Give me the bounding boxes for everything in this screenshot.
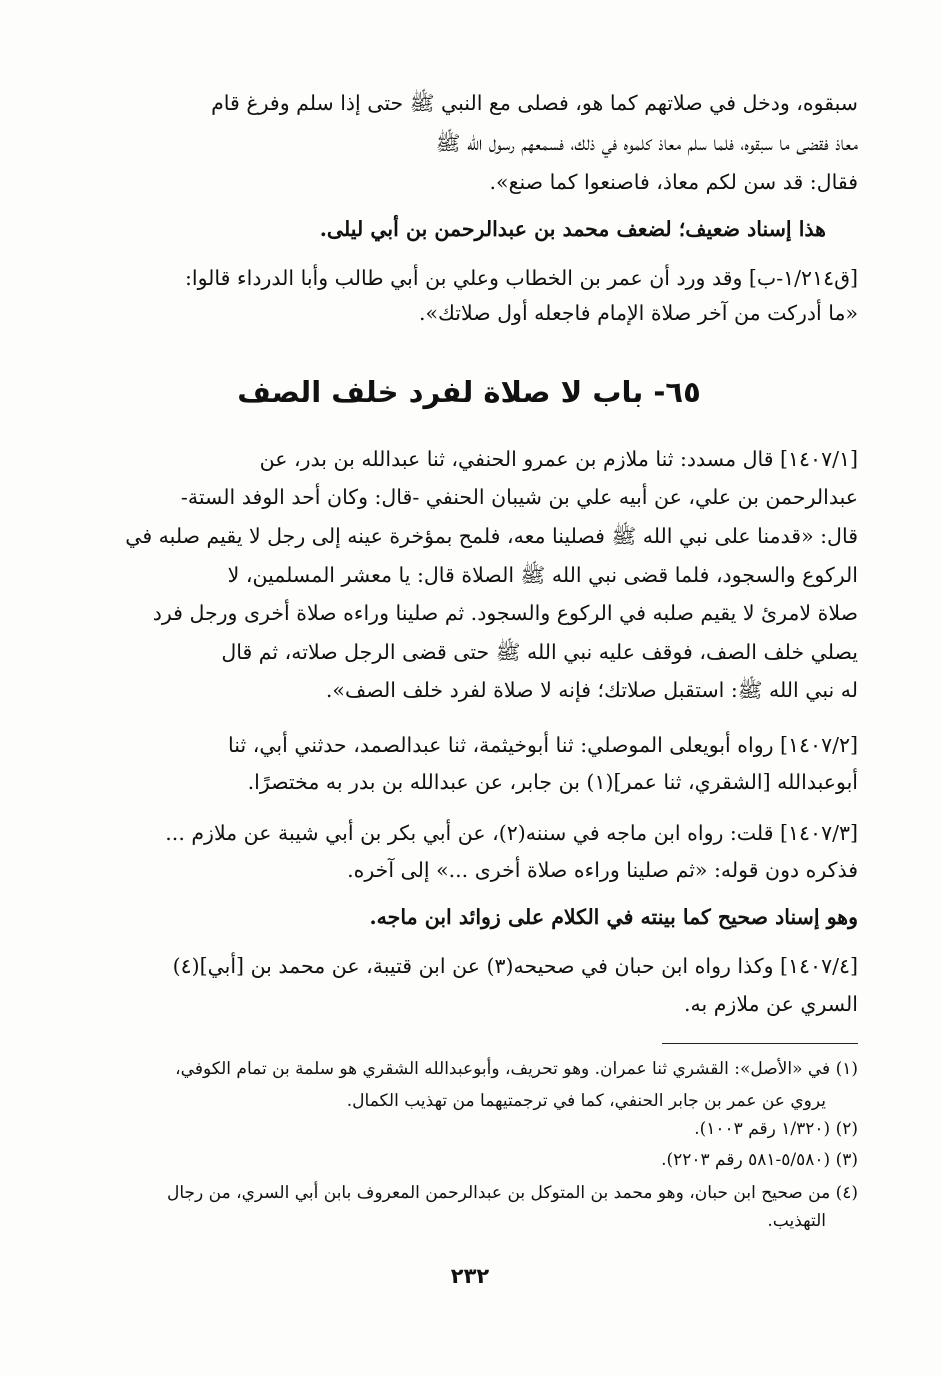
hadith-line: الركوع والسجود، فلما قضى نبي الله ﷺ الصلاة قال: يا معشر المسلمين، لا xyxy=(227,563,858,587)
hadith-line: [١٤٠٧/١] قال مسدد: ثنا ملازم بن عمرو الحنفي، ثنا عبدالله بن بدر، عن xyxy=(259,447,858,471)
hadith-line: قال: «قدمنا على نبي الله ﷺ فصلينا معه، فلمح بمؤخرة عينه إلى رجل لا يقيم صلبه في xyxy=(125,524,858,548)
isnad-grade-line: هذا إسناد ضعيف؛ لضعف محمد بن عبدالرحمن بن أبي ليلى. xyxy=(319,217,826,241)
hadith-line-last: له نبي الله ﷺ: استقبل صلاتك؛ فإنه لا صلاة لفرد خلف الصف». xyxy=(325,678,858,702)
hadith-line-last: السري عن ملازم به. xyxy=(684,992,858,1016)
grade-line: وهو إسناد صحيح كما بينته في الكلام على زوائد ابن ماجه. xyxy=(369,905,858,929)
hadith-line-last: أبوعبدالله [الشقري، ثنا عمر](١) بن جابر، عن عبدالله بن بدر به مختصرًا. xyxy=(247,770,858,794)
text-line: سبقوه، ودخل في صلاتهم كما هو، فصلى مع النبي ﷺ حتى إذا سلم وفرغ قام xyxy=(211,91,858,115)
footnote-line: يروي عن عمر بن جابر الحنفي، كما في ترجمتيهما من تهذيب الكمال. xyxy=(346,1091,826,1111)
footnote-line: (٣) (٥/٥٨٠-٥٨١ رقم ٢٢٠٣). xyxy=(661,1150,858,1170)
footnote-divider xyxy=(662,1043,858,1044)
hadith-line: [١٤٠٧/٢] رواه أبويعلى الموصلي: ثنا أبوخيثمة، ثنا عبدالصمد، حدثني أبي، ثنا xyxy=(228,733,858,757)
hadith-line-last: فذكره دون قوله: «ثم صلينا وراءه صلاة أخرى ...» إلى آخره. xyxy=(347,858,858,882)
hadith-line: عبدالرحمن بن علي، عن أبيه علي بن شيبان الحنفي -قال: وكان أحد الوفد الستة- xyxy=(180,485,858,509)
text-line-last: «ما أدركت من آخر صلاة الإمام فاجعله أول صلاتك». xyxy=(418,301,858,325)
section-title: ٦٥- باب لا صلاة لفرد خلف الصف xyxy=(237,375,701,409)
hadith-line: يصلي خلف الصف، فوقف عليه نبي الله ﷺ حتى قضى الرجل صلاته، ثم قال xyxy=(221,640,858,664)
page-number: ٢٣٢ xyxy=(450,1264,490,1288)
footnote-line: (٤) من صحيح ابن حبان، وهو محمد بن المتوكل بن عبدالرحمن المعروف بابن أبي السري، من رجال xyxy=(166,1183,858,1203)
footnote-line: (٢) (١/٣٢٠ رقم ١٠٠٣). xyxy=(694,1119,858,1139)
text-line-last: فقال: قد سن لكم معاذ، فاصنعوا كما صنع». xyxy=(489,170,858,194)
footnote-line: التهذيب. xyxy=(767,1211,826,1231)
text-line: [ق١/٢١٤-ب] وقد ورد أن عمر بن الخطاب وعلي بن أبي طالب وأبا الدرداء قالوا: xyxy=(184,266,858,290)
hadith-line: [١٤٠٧/٤] وكذا رواه ابن حبان في صحيحه(٣) عن ابن قتيبة، عن محمد بن [أبي](٤) xyxy=(172,954,858,978)
hadith-line: [١٤٠٧/٣] قلت: رواه ابن ماجه في سننه(٢)، عن أبي بكر بن أبي شيبة عن ملازم ... xyxy=(165,821,858,845)
text-line: معاذ فقضى ما سبقوه، فلما سلم معاذ كلموه في ذلك، فسمعهم رسول الله ﷺ xyxy=(435,131,858,155)
hadith-line: صلاة لامرئ لا يقيم صلبه في الركوع والسجود. ثم صلينا وراءه صلاة أخرى ورجل فرد xyxy=(152,601,858,625)
footnote-line: (١) في «الأصل»: القشري ثنا عمران. وهو تحريف، وأبوعبدالله الشقري هو سلمة بن تمام الكوفي، xyxy=(175,1059,858,1079)
